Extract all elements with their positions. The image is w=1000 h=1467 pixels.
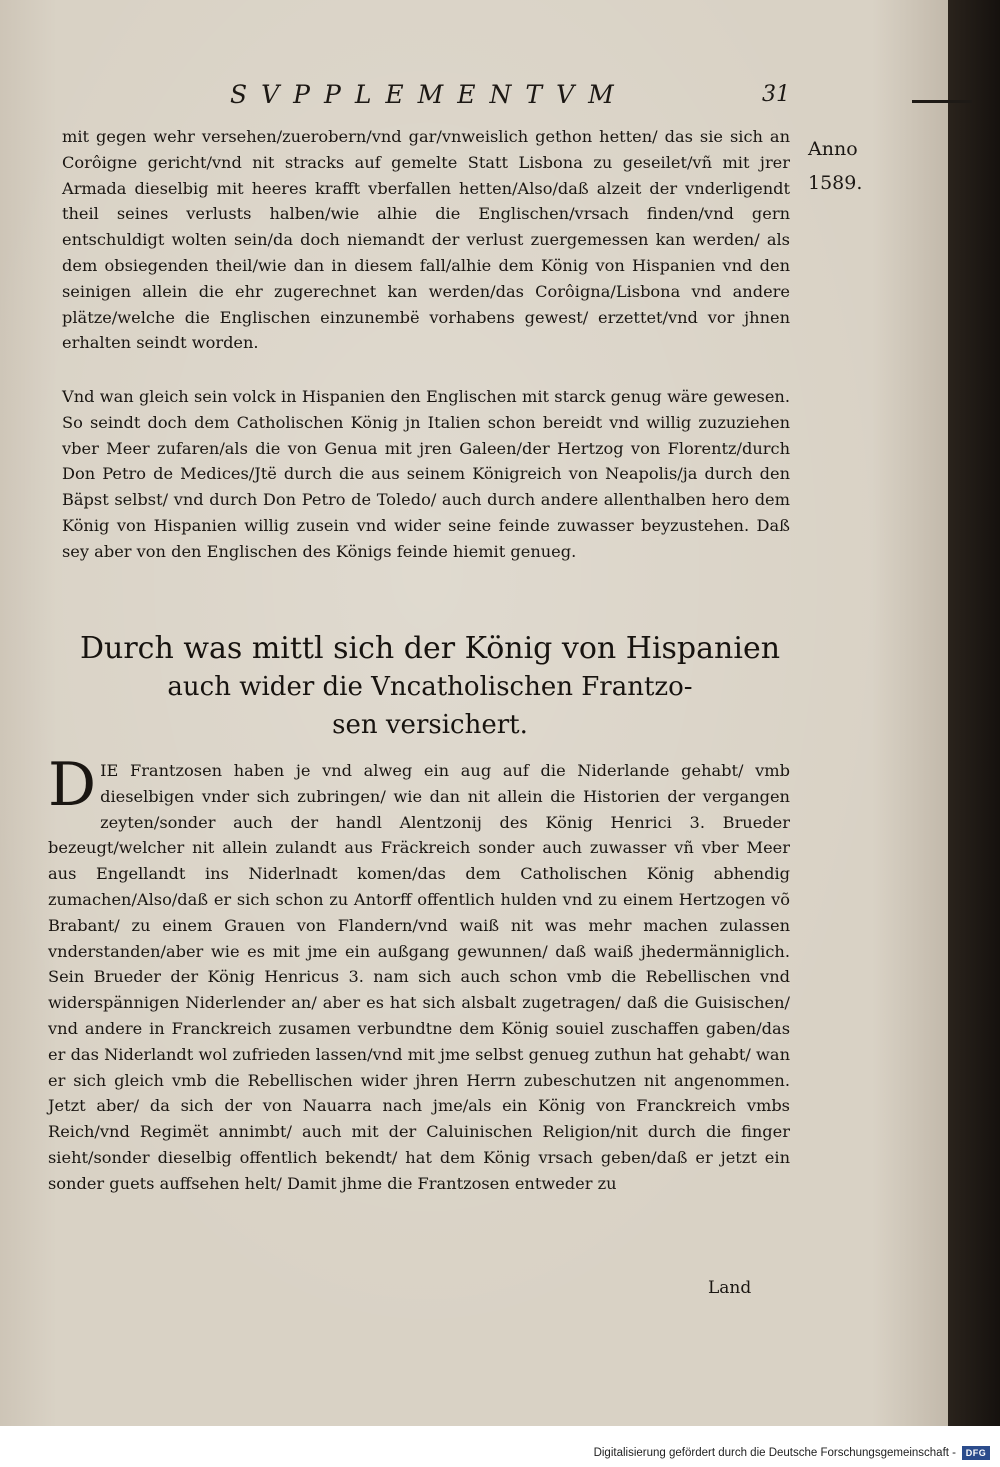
- running-head: SVPPLEMENTVM: [230, 80, 628, 109]
- margin-note-line-1: Anno: [808, 138, 858, 160]
- paragraph-1: mit gegen wehr versehen/zuerobern/vnd gar/vnweislich gethon hetten/ das sie sich an Corôigne gericht/vnd nit stracks auf gemelte Statt Lisbona zu geseilet/vñ mit jrer Armada dieselbig mit heeres krafft vberfallen hetten/Also/daß alzeit der vnderligendt theil seines verlusts halben/wie alhie die Englischen/vrsach finden/vnd gern entschuldigt wolten sein/da doch niemandt der verlust zuergemessen kan werden/ als dem obsiegenden theil/wie dan in diesem fall/alhie dem König von Hispanien vnd den seinigen allein die ehr zugerechnet kan werden/das Corôigna/Lisbona vnd andere plätze/welche die Englischen einzunembë vorhabens gewest/ erzettet/vnd vor jhnen erhalten seindt worden.: [62, 127, 790, 353]
- paragraph-3: [48, 750, 790, 1197]
- heading-line-3: sen versichert.: [332, 710, 528, 740]
- heading-line-2: auch wider die Vncatholischen Frantzo-: [167, 672, 693, 702]
- heading-line-1: Durch was mittl sich der König von Hispanien: [79, 631, 781, 666]
- page-edge-shadow: [948, 0, 1000, 1426]
- edge-rule: [912, 100, 972, 103]
- margin-note-line-2: 1589.: [808, 172, 863, 194]
- footer-credit: Digitalisierung gefördert durch die Deutsche Forschungsgemeinschaft -: [593, 1447, 956, 1459]
- paragraph-3-text: IE Frantzosen haben je vnd alweg ein aug auf die Niderlande gehabt/ vmb dieselbigen vnder sich zubringen/ wie dan nit allein die Historien der vergangen zeyten/sonder auch der handl Alentzonij des König Henrici 3. Brueder bezeugt/welcher nit allein zulandt aus Fräckreich sonder auch zuwasser vñ vber Meer aus Engellandt ins Niderlnadt komen/das dem Catholischen König abhendig zumachen/Also/daß er sich schon zu Antorff offentlich hulden vnd zu einem Hertzogen võ Brabant/ zu einem Grauen von Flandern/vnd waiß nit was mehr machen zulassen vnderstanden/aber wie es mit jme ein außgang gewunnen/ daß waiß jhedermänniglich. Sein Brueder der König Henricus 3. nam sich auch schon vmb die Rebellischen vnd widerspännigen Niderlender an/ aber es hat sich alsbalt zugetragen/ daß die Guisischen/ vnd andere in Franckreich zusamen verbundtne dem König souiel zuschaffen gaben/das er das Niderlandt wol zufrieden lassen/vnd mit jme selbst genueg zuthun hat gehabt/ wan er sich gleich vmb die Rebellischen wider jhren Herrn zubeschutzen nit angenommen. Jetzt aber/ da sich der von Nauarra nach jme/als ein König von Franckreich vmbs Reich/vnd Regimët annimbt/ auch mit der Caluinischen Religion/nit durch die finger sieht/sonder dieselbig offentlich bekendt/ hat dem König vrsach geben/daß er jetzt ein sonder guets auffsehen helt/ Damit jhme die Frantzosen entweder zu: [48, 761, 790, 1193]
- section-heading: [70, 630, 790, 744]
- dfg-logo-icon[interactable]: DFG: [962, 1446, 990, 1460]
- catchword: Land: [708, 1278, 752, 1298]
- page-number: 31: [762, 82, 790, 107]
- drop-cap: D: [48, 750, 97, 820]
- paragraph-2: Vnd wan gleich sein volck in Hispanien den Englischen mit starck genug wäre gewesen. So seindt doch dem Catholischen König jn Italien schon bereidt vnd willig zuzuziehen vber Meer zufaren/als die von Genua mit jren Galeen/der Hertzog von Florentz/durch Don Petro de Medices/Jtë durch die aus seinem Königreich von Neapolis/ja durch den Bäpst selbst/ vnd durch Don Petro de Toledo/ auch durch andere allenthalben hero dem König von Hispanien willig zusein vnd wider seine feinde zuwasser beyzustehen. Daß sey aber von den Englischen des Königs feinde hiemit genueg.: [62, 387, 790, 561]
- margin-note-year: [808, 132, 862, 200]
